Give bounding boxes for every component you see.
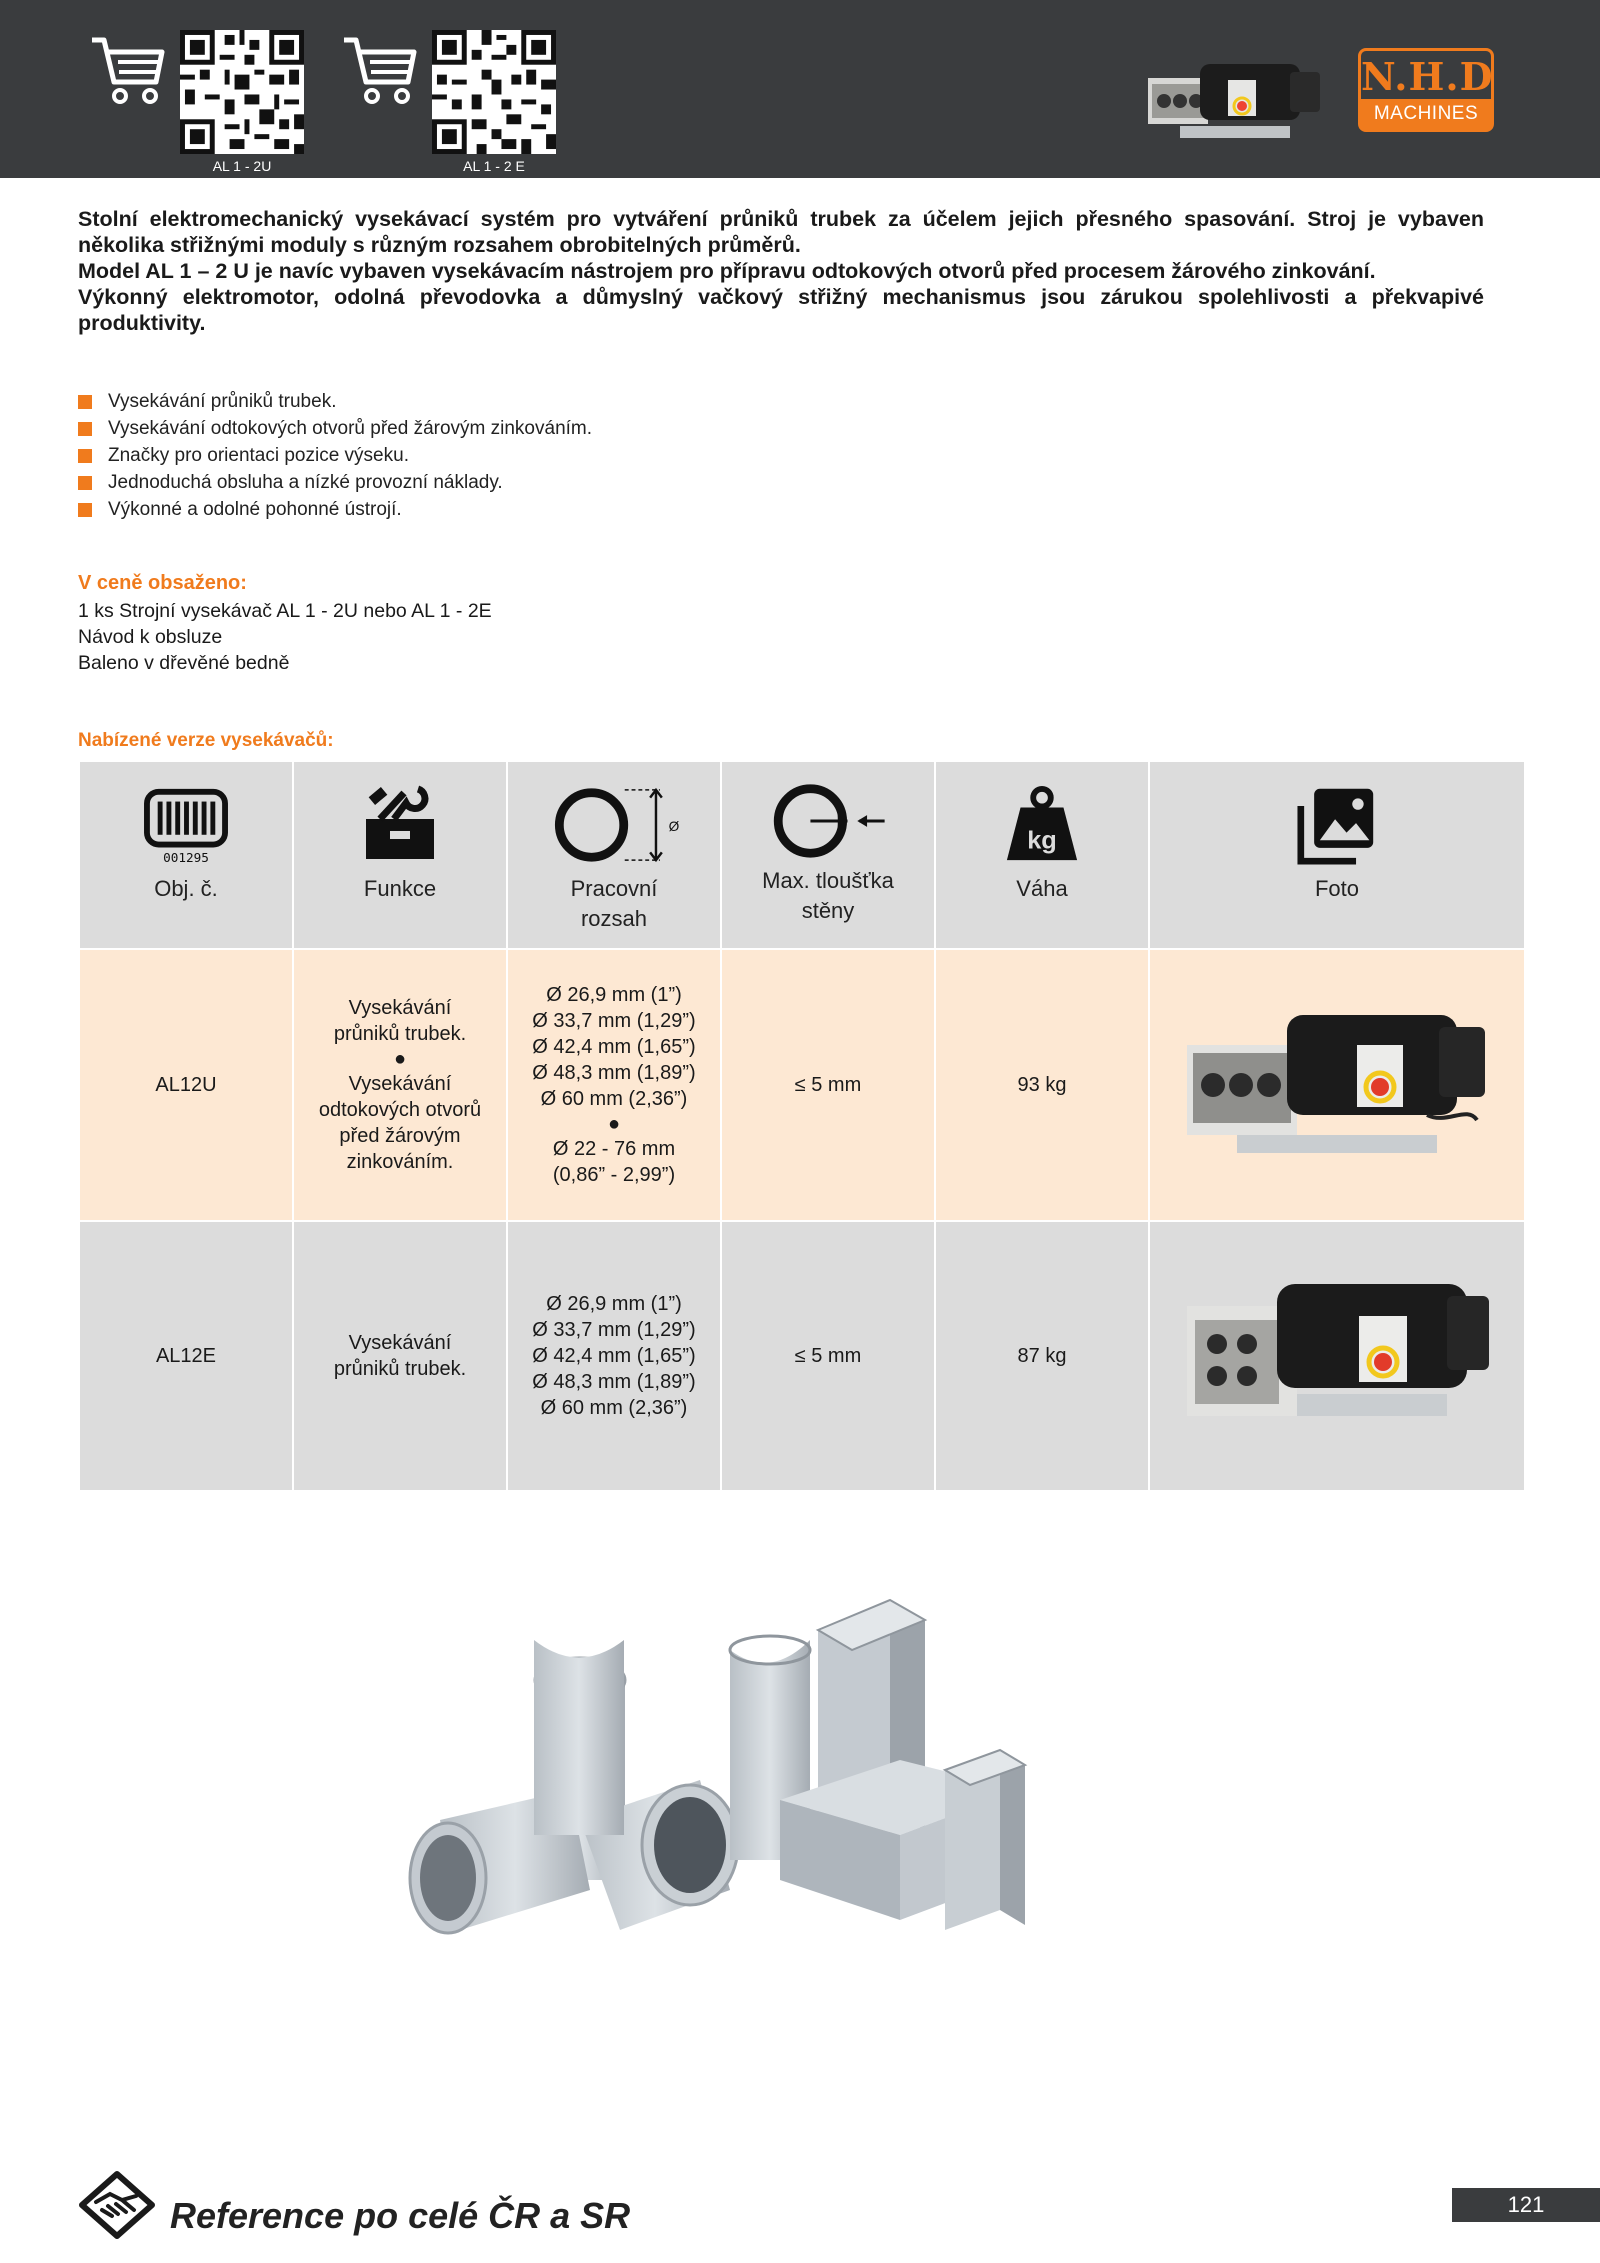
range-value: Ø 60 mm (2,36”) bbox=[540, 1088, 688, 1110]
range-value: Ø 48,3 mm (1,89”) bbox=[532, 1371, 696, 1393]
column-header-label: Max. tloušťka stěny bbox=[762, 868, 894, 923]
column-header-range bbox=[507, 761, 721, 949]
included-item: 1 ks Strojní vysekávač AL 1 - 2U nebo AL 1 - 2E bbox=[78, 600, 492, 622]
cell-range bbox=[507, 1221, 721, 1491]
included-heading: V ceně obsaženo: bbox=[78, 572, 247, 594]
photo-gallery-icon bbox=[1297, 784, 1377, 866]
function-text: Vysekávání odtokových otvorů před žárovým zinkováním. bbox=[318, 1073, 482, 1173]
wall-thickness-icon bbox=[768, 780, 888, 862]
cell-code: AL12U bbox=[79, 949, 293, 1221]
cell-code: AL12E bbox=[79, 1221, 293, 1491]
feature-text: Jednoduchá obsluha a nízké provozní náklady. bbox=[108, 472, 503, 493]
machine-photo-al12e[interactable] bbox=[1177, 1276, 1497, 1436]
column-header-label: Obj. č. bbox=[154, 876, 218, 901]
column-header-code bbox=[79, 761, 293, 949]
bullet-square-icon bbox=[78, 449, 92, 463]
function-text: Vysekávání průniků trubek. bbox=[333, 1332, 467, 1380]
weight-unit: kg bbox=[1027, 826, 1057, 855]
weight-kg-icon bbox=[1003, 784, 1081, 866]
range-value: Ø 26,9 mm (1”) bbox=[546, 1293, 682, 1315]
intro-paragraph: Výkonný elektromotor, odolná převodovka a důmyslný vačkový střižný mechanismus jsou zárukou spolehlivosti a překvapivé produktivity. bbox=[78, 285, 1484, 335]
range-value: Ø 42,4 mm (1,65”) bbox=[532, 1345, 696, 1367]
intro-paragraph: Model AL 1 – 2 U je navíc vybaven vysekávacím nástrojem pro přípravu odtokových otvorů před procesem žárového zinkování. bbox=[78, 259, 1376, 283]
machine-photo-al12u[interactable] bbox=[1177, 1005, 1497, 1165]
feature-item bbox=[78, 388, 592, 415]
cell-wall: ≤ 5 mm bbox=[721, 1221, 935, 1491]
shopping-cart-icon[interactable] bbox=[88, 30, 168, 110]
column-header-photo bbox=[1149, 761, 1525, 949]
cell-range bbox=[507, 949, 721, 1221]
separator-bullet: ● bbox=[393, 1048, 407, 1070]
range-value: Ø 60 mm (2,36”) bbox=[540, 1397, 688, 1419]
feature-item bbox=[78, 469, 592, 496]
range-value: Ø 42,4 mm (1,65”) bbox=[532, 1036, 696, 1058]
intro-paragraph: Stolní elektromechanický vysekávací systém pro vytváření průniků trubek za účelem jejich přesného spasování. Stroj je vybaven několika střižnými moduly s různým rozsahem obrobitelných průměrů. bbox=[78, 207, 1484, 257]
machine-thumbnail bbox=[1140, 50, 1330, 150]
qr-label-al12e: AL 1 - 2 E bbox=[463, 158, 525, 174]
qr-code[interactable] bbox=[180, 30, 304, 154]
barcode-number: 001295 bbox=[163, 850, 209, 866]
range-value: Ø 26,9 mm (1”) bbox=[546, 984, 682, 1006]
table-header-row bbox=[79, 761, 1525, 949]
pipe-diameter-icon bbox=[549, 784, 679, 866]
handshake-icon bbox=[78, 2170, 156, 2240]
logo-subtitle: MACHINES bbox=[1361, 99, 1491, 129]
cell-weight: 93 kg bbox=[935, 949, 1149, 1221]
range-value: Ø 22 - 76 mm bbox=[552, 1138, 676, 1160]
feature-item bbox=[78, 496, 592, 523]
bullet-square-icon bbox=[78, 395, 92, 409]
function-text: Vysekávání průniků trubek. bbox=[333, 997, 467, 1045]
feature-item bbox=[78, 442, 592, 469]
qr-code[interactable] bbox=[432, 30, 556, 154]
range-value: Ø 48,3 mm (1,89”) bbox=[532, 1062, 696, 1084]
intro-description bbox=[78, 206, 1484, 336]
logo-brand: N.H.D bbox=[1361, 54, 1494, 99]
nhd-machines-logo bbox=[1358, 48, 1494, 132]
table-row bbox=[79, 949, 1525, 1221]
feature-text: Značky pro orientaci pozice výseku. bbox=[108, 445, 409, 466]
footer-reference-text: Reference po celé ČR a SR bbox=[170, 2195, 631, 2236]
column-header-weight bbox=[935, 761, 1149, 949]
included-item: Návod k obsluze bbox=[78, 626, 223, 648]
feature-text: Výkonné a odolné pohonné ústrojí. bbox=[108, 499, 402, 520]
table-row bbox=[79, 1221, 1525, 1491]
column-header-label: Foto bbox=[1314, 876, 1360, 901]
cell-photo bbox=[1149, 1221, 1525, 1491]
bullet-square-icon bbox=[78, 422, 92, 436]
page-header bbox=[0, 0, 1600, 178]
barcode-icon bbox=[141, 784, 231, 866]
feature-text: Vysekávání odtokových otvorů před žárovým zinkováním. bbox=[108, 418, 593, 439]
included-list bbox=[78, 598, 492, 676]
column-header-wall bbox=[721, 761, 935, 949]
versions-table bbox=[78, 760, 1526, 1492]
range-value: Ø 33,7 mm (1,29”) bbox=[532, 1010, 696, 1032]
cell-function bbox=[293, 1221, 507, 1491]
bullet-square-icon bbox=[78, 476, 92, 490]
shopping-cart-icon[interactable] bbox=[340, 30, 420, 110]
separator-bullet: ● bbox=[607, 1113, 621, 1135]
versions-heading: Nabízené verze vysekávačů: bbox=[78, 730, 334, 751]
cell-weight: 87 kg bbox=[935, 1221, 1149, 1491]
bullet-square-icon bbox=[78, 503, 92, 517]
column-header-label: Váha bbox=[1016, 876, 1068, 901]
diameter-symbol: Ø bbox=[668, 818, 679, 834]
column-header-label: Pracovní rozsah bbox=[570, 876, 658, 931]
included-item: Baleno v dřevěné bedně bbox=[78, 652, 290, 674]
cell-function bbox=[293, 949, 507, 1221]
feature-item bbox=[78, 415, 592, 442]
toolbox-icon bbox=[360, 784, 440, 866]
cell-photo bbox=[1149, 949, 1525, 1221]
column-header-function bbox=[293, 761, 507, 949]
column-header-label: Funkce bbox=[363, 876, 437, 901]
range-value: (0,86” - 2,99”) bbox=[552, 1164, 676, 1186]
range-value: Ø 33,7 mm (1,29”) bbox=[532, 1319, 696, 1341]
feature-list bbox=[78, 388, 592, 523]
cell-wall: ≤ 5 mm bbox=[721, 949, 935, 1221]
page-number: 121 bbox=[1452, 2188, 1600, 2222]
cut-tubes-photo bbox=[400, 1590, 1200, 2070]
qr-label-al12u: AL 1 - 2U bbox=[212, 158, 272, 174]
feature-text: Vysekávání průniků trubek. bbox=[108, 391, 337, 412]
